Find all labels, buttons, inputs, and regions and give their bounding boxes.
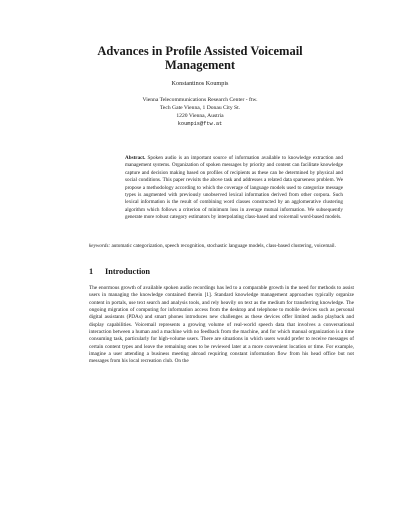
author-name: Konstantinos Koumpis [171, 80, 229, 87]
affiliation-line-2: Tech Gate Vienna, 1 Donau City St. [159, 105, 241, 111]
section-number: 1 [89, 267, 94, 276]
title-line-2: Management [164, 58, 236, 72]
title-line-1: Advances in Profile Assisted Voicemail [97, 44, 303, 58]
author-email: koumpis@ftw.at [177, 121, 223, 127]
affiliation [0, 96, 400, 128]
keywords-text: automatic categorization, speech recognition, stochastic language models, class-based clustering, voicemail. [111, 243, 336, 249]
abstract-text: Spoken audio is an important source of information available to knowledge extraction and management systems. Organization of spoken messages by priority and content can facilitate knowledge capture and decision making based on profiles of recipients as these can be determined by physical and social conditions. This paper revisits the above task and addresses a related data sparseness problem. We propose a methodology according to which the coverage of language models used to categorize message types is augmented with previously unobserved lexical information derived from other corpora. Such lexical information is the result of combining word classes constructed by an agglomerative clustering algorithm which follows a criterion of minimum loss in average mutual information. We subsequently generate more robust category estimators by interpolating class-based and voicemail word-based models. [125, 155, 343, 221]
paper-title [0, 44, 400, 72]
section-heading [89, 267, 354, 276]
abstract [125, 155, 343, 222]
keywords [89, 243, 354, 250]
section-title: Introduction [105, 267, 151, 276]
keywords-label: keywords: [89, 243, 111, 249]
affiliation-line-3: 1220 Vienna, Austria [176, 113, 224, 119]
introduction-body: The enormous growth of available spoken audio recordings has led to a comparable growth in the need for methods to assist users in managing the knowledge contained therein [1]. Standard knowledge management approaches typically organize content in portals, use text search and analysis tools, and rely heavily on text as the medium for transferring knowledge. The ongoing migration of computing for information access from the desktop and telephone to mobile devices such as personal digital assistants (PDAs) and smart phones introduces new challenges as these devices offer limited audio playback and display capabilities. Voicemail represents a growing volume of real-world speech data that involves a conversational interaction between a human and a machine with no feedback from the machine, and for which manual organization is a time consuming task, particularly for high-volume users. There are situations in which users would prefer to receive messages of certain content types and leave the remaining ones to be reviewed later at a more convenient location or time. For example, imagine a user attending a business meeting abroad requiring constant information flow from his head office but not messages from his local recreation club. On the [89, 285, 354, 365]
affiliation-line-1: Vienna Telecommunications Research Center - ftw. [142, 97, 258, 103]
abstract-label: Abstract. [125, 155, 146, 161]
